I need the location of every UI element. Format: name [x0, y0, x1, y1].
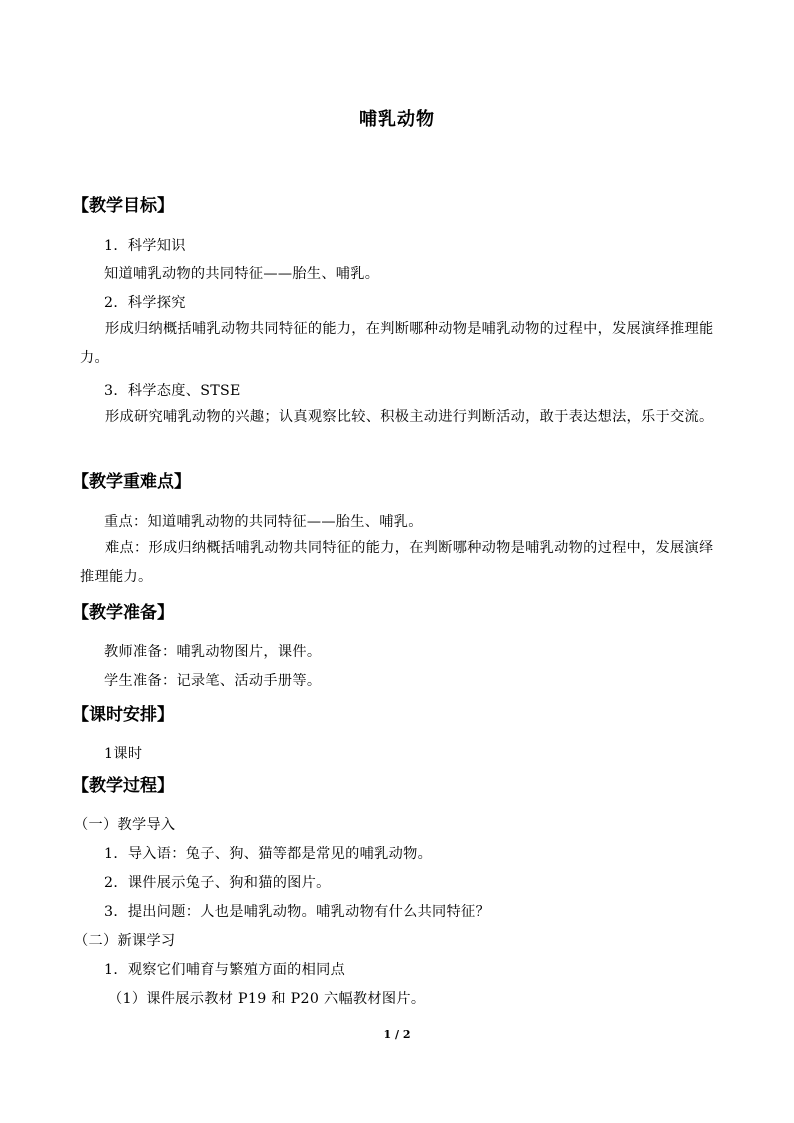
document-title: 哺乳动物 — [359, 109, 435, 130]
process-part-new-lesson: （二）新课学习 — [74, 933, 176, 949]
preparation-teacher: 教师准备：哺乳动物图片，课件。 — [104, 644, 322, 660]
process-new-lesson-subitem-1: （1）课件展示教材 P19 和 P20 六幅教材图片。 — [108, 991, 426, 1007]
section-heading-goals: 【教学目标】 — [72, 196, 174, 216]
section-heading-process: 【教学过程】 — [72, 776, 174, 796]
key-point-difficulty: 难点：形成归纳概括哺乳动物共同特征的能力，在判断哪种动物是哺乳动物的过程中，发展演绎推理能力。 — [80, 540, 714, 585]
goal-item-science-knowledge: 1．科学知识 — [104, 238, 186, 254]
process-intro-item-2: 2．课件展示兔子、狗和猫的图片。 — [104, 875, 331, 891]
process-new-lesson-item-1: 1．观察它们哺育与繁殖方面的相同点 — [104, 962, 346, 978]
process-intro-item-3: 3．提出问题：人也是哺乳动物。哺乳动物有什么共同特征？ — [104, 904, 491, 920]
section-heading-schedule: 【课时安排】 — [72, 705, 174, 725]
goal-item-science-inquiry: 2．科学探究 — [104, 295, 186, 311]
page-number: 1 / 2 — [383, 1028, 411, 1041]
section-heading-key-points: 【教学重难点】 — [72, 472, 191, 492]
preparation-student: 学生准备：记录笔、活动手册等。 — [104, 673, 322, 689]
key-point-focus: 重点：知道哺乳动物的共同特征——胎生、哺乳。 — [104, 514, 423, 530]
goal-item-science-inquiry-text: 形成归纳概括哺乳动物共同特征的能力，在判断哪种动物是哺乳动物的过程中，发展演绎推理能力。 — [80, 321, 714, 366]
process-part-intro: （一）教学导入 — [74, 817, 176, 833]
process-intro-item-1: 1．导入语：兔子、狗、猫等都是常见的哺乳动物。 — [104, 846, 433, 862]
goal-item-science-knowledge-text: 知道哺乳动物的共同特征——胎生、哺乳。 — [104, 266, 380, 282]
schedule-text: 1课时 — [104, 746, 143, 762]
goal-item-science-attitude-text: 形成研究哺乳动物的兴趣；认真观察比较、积极主动进行判断活动，敢于表达想法，乐于交流。 — [105, 409, 714, 425]
goal-item-science-attitude: 3．科学态度、STSE — [104, 383, 241, 399]
section-heading-preparation: 【教学准备】 — [72, 603, 174, 623]
